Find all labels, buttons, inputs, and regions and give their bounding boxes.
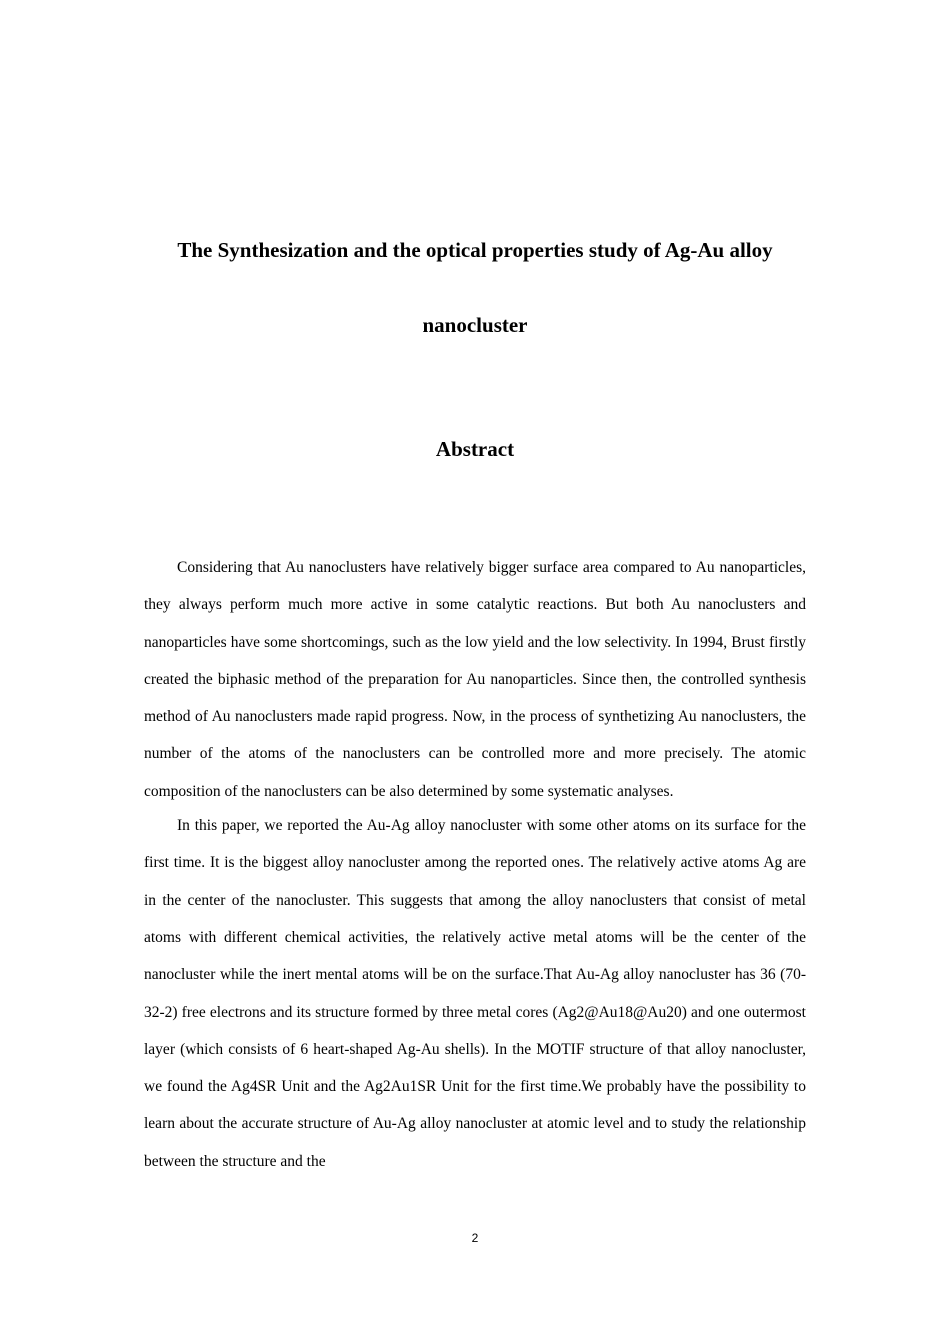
paper-title-line-2: nanocluster <box>422 313 528 337</box>
abstract-paragraph-2: In this paper, we reported the Au-Ag alloy nanocluster with some other atoms on its surface for the first time. It is the biggest alloy nanocluster among the reported ones. The relatively active atoms Ag are in the center of the nanocluster. This suggests that among the alloy nanoclusters that consist of metal atoms with different chemical activities, the relatively active metal atoms will be the center of the nanocluster while the inert mental atoms will be on the surface.That Au-Ag alloy nanocluster has 36 (70-32-2) free electrons and its structure formed by three metal cores (Ag2@Au18@Au20) and one outermost layer (which consists of 6 heart-shaped Ag-Au shells). In the MOTIF structure of that alloy nanocluster, we found the Ag4SR Unit and the Ag2Au1SR Unit for the first time.We probably have the possibility to learn about the accurate structure of Au-Ag alloy nanocluster at atomic level and to study the relationship between the structure and the <box>144 817 806 1170</box>
paper-title-line-1: The Synthesization and the optical properties study of Ag-Au alloy <box>177 238 773 262</box>
abstract-heading: Abstract <box>435 437 515 461</box>
abstract-paragraph-1: Considering that Au nanoclusters have relatively bigger surface area compared to Au nanoparticles, they always perform much more active in some catalytic reactions. But both Au nanoclusters and nanoparticles have some shortcomings, such as the low yield and the low selectivity. In 1994, Brust firstly created the biphasic method of the preparation for Au nanoparticles. Since then, the controlled synthesis method of Au nanoclusters made rapid progress. Now, in the process of synthetizing Au nanoclusters, the number of the atoms of the nanoclusters can be controlled more and more precisely. The atomic composition of the nanoclusters can be also determined by some systematic analyses. <box>144 559 806 800</box>
abstract-body <box>144 549 806 1180</box>
page-number: 2 <box>471 1231 479 1245</box>
